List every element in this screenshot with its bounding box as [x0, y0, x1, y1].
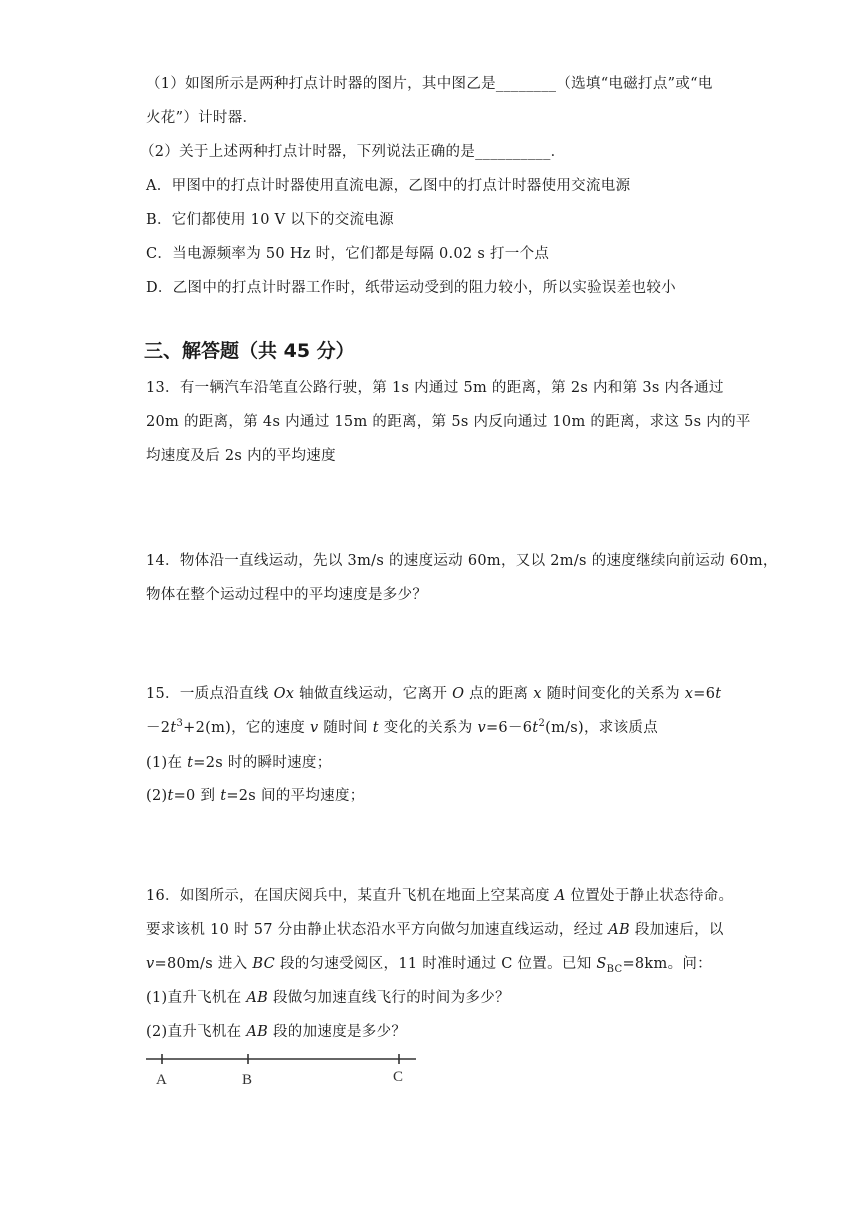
q15-subq2: (2)t=0 到 t=2s 间的平均速度； [146, 788, 365, 804]
q12-option-d: D．乙图中的打点计时器工作时，纸带运动受到的阻力较小，所以实验误差也较小 [146, 280, 676, 296]
abc-line-diagram [140, 1046, 430, 1096]
q13-line3: 均速度及后 2s 内的平均速度 [146, 448, 336, 464]
q15-line2: $-2t^3+2(m)$，它的速度 v 随时间 t 变化的关系为 $v=6-6t^2(m/s)$，求该质点 [146, 718, 658, 736]
section-3-heading: 三、解答题（共 45 分） [144, 340, 355, 362]
label-c: C [393, 1069, 404, 1085]
q13-line1: 13．有一辆汽车沿笔直公路行驶，第 1s 内通过 5m 的距离，第 2s 内和第 3s 内各通过 [146, 380, 724, 396]
q13-line2: 20m 的距离，第 4s 内通过 15m 的距离，第 5s 内反向通过 10m 的距离，求这 5s 内的平 [146, 414, 751, 430]
q12-part2: （2）关于上述两种打点计时器，下列说法正确的是__________． [140, 144, 566, 160]
q12-part1-line2: 火花”）计时器． [146, 110, 258, 126]
q14-line2: 物体在整个运动过程中的平均速度是多少？ [146, 587, 428, 603]
label-a: A [156, 1072, 167, 1088]
q12-option-a: A．甲图中的打点计时器使用直流电源，乙图中的打点计时器使用交流电源 [146, 178, 631, 194]
label-b: B [242, 1072, 253, 1088]
q15-subq1: (1)在 t=2s 时的瞬时速度； [146, 755, 332, 771]
q14-line1: 14．物体沿一直线运动，先以 3m/s 的速度运动 60m，又以 2m/s 的速度继续向前运动 60m， [146, 553, 778, 569]
q16-subq2: (2)直升飞机在 AB 段的加速度是多少？ [146, 1024, 407, 1040]
q12-part1-line1: （1）如图所示是两种打点计时器的图片，其中图乙是________（选填“电磁打点”或“电 [146, 76, 713, 92]
q16-line3: v=80m/s 进入 BC 段的匀速受阅区，11 时准时通过 C 位置。已知 $S_{BC}=8km$。问： [146, 956, 712, 975]
q12-option-c: C．当电源频率为 50 Hz 时，它们都是每隔 0.02 s 打一个点 [146, 246, 550, 262]
q15-line1: 15．一质点沿直线 Ox 轴做直线运动，它离开 O 点的距离 x 随时间变化的关系为 x=6t [146, 686, 722, 702]
q16-subq1: (1)直升飞机在 AB 段做匀加速直线飞行的时间为多少？ [146, 990, 510, 1006]
q16-line1: 16．如图所示，在国庆阅兵中，某直升飞机在地面上空某高度 A 位置处于静止状态待命。 [146, 888, 734, 904]
q12-option-b: B．它们都使用 10 V 以下的交流电源 [146, 212, 394, 228]
q16-line2: 要求该机 10 时 57 分由静止状态沿水平方向做匀加速直线运动，经过 AB 段加速后，以 [146, 922, 724, 938]
